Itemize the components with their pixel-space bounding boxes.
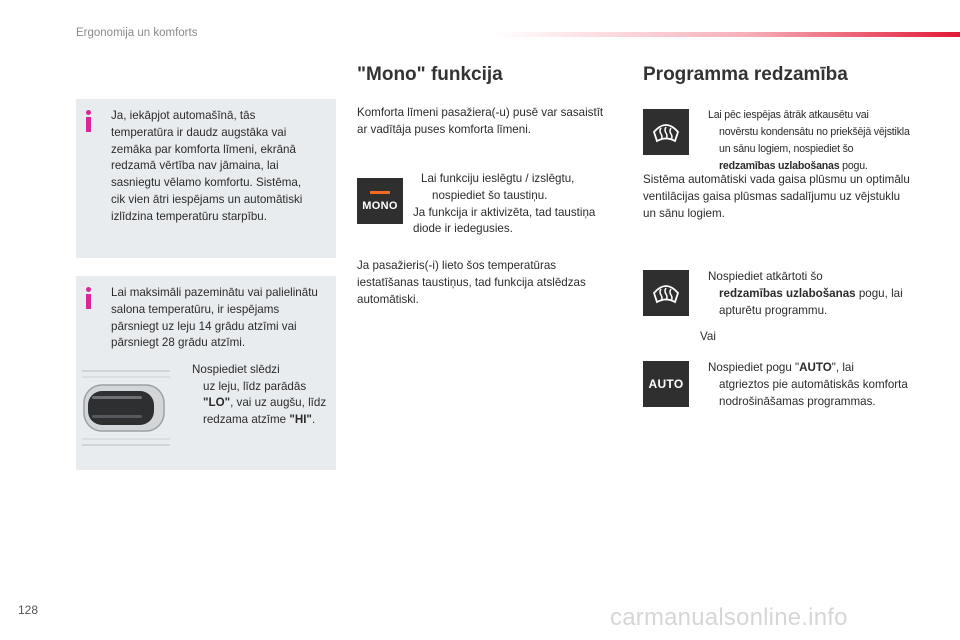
- mono-indicator-led: [370, 191, 390, 194]
- info-text: Ja, iekāpjot automašīnā, tās temperatūra ir daudz augstāka vai zemāka par komforta līmeni, ekrānā redzamā vērtība nav jāmaina, lai sasniegtu vēlamo komfortu. Sistēma, cik vien ātri iespējams un automātiski izlīdzina temperatūru starpību.: [111, 109, 303, 223]
- mono-intro: Komforta līmeni pasažiera(-u) pusē var sasaistīt ar vadītāja puses komforta līmeni.: [357, 106, 604, 136]
- windscreen-defrost-icon: [651, 280, 681, 306]
- bullet-switch-instruction: Nospiediet slēdzi uz leju, līdz parādās "LO", vai uz augšu, līdz redzama atzīme "HI".: [192, 363, 327, 426]
- page-number: 128: [18, 603, 39, 617]
- program-or-text: Vai: [700, 330, 716, 343]
- mono-bullet: Lai funkciju ieslēgtu / izslēgtu, nospiediet šo taustiņu. Ja funkcija ir aktivizēta, tad taustiņa diode ir iedegusies.: [413, 172, 596, 236]
- info-text: Lai maksimāli pazeminātu vai palielinātu salona temperatūru, ir iespējams pārsniegt uz leju 14 grādu atzīmi vai pārsniegt 28 grādu atzīmi.: [111, 286, 318, 350]
- program-system-text: Sistēma automātiski vada gaisa plūsmu un optimālu ventilācijas gaisa plūsmas sadalījumu uz vējstuklu un sānu logiem.: [643, 173, 910, 220]
- header-title: Ergonomija un komforts: [76, 27, 198, 39]
- mono-outro: Ja pasažieris(-i) lieto šos temperatūras iestatīšanas taustiņus, tad funkcija atslēdzas automātiski.: [357, 259, 586, 306]
- info-icon: [85, 287, 94, 309]
- mono-button-image: [357, 178, 403, 224]
- section-title-program: Programma redzamība: [643, 64, 848, 85]
- defrost-button-image: [643, 270, 689, 316]
- temperature-switch-illustration: [80, 369, 172, 449]
- info-box-temperature: [76, 99, 336, 258]
- program-bullet-1: Lai pēc iespējas ātrāk atkausētu vai novērstu kondensātu no priekšējā vējstikla un sānu logiem, nospiediet šo redzamības uzlabošanas pogu.: [708, 109, 910, 172]
- mono-button-label: MONO: [362, 199, 398, 212]
- watermark: carmanualsonline.info: [610, 604, 848, 631]
- header-accent-bar: [492, 32, 960, 37]
- program-bullet-2: Nospiediet atkārtoti šo redzamības uzlabošanas pogu, lai apturētu programmu.: [708, 270, 903, 317]
- program-bullet-3: Nospiediet pogu "AUTO", lai atgrieztos pie automātiskās komforta nodrošināšamas programmas.: [708, 361, 908, 408]
- defrost-button-image: [643, 109, 689, 155]
- auto-button-label: AUTO: [648, 377, 684, 391]
- info-box-extreme-temperature: [76, 276, 336, 470]
- windscreen-defrost-icon: [651, 119, 681, 145]
- info-icon: [85, 110, 94, 132]
- section-title-mono: "Mono" funkcija: [357, 64, 503, 85]
- auto-button-image: [643, 361, 689, 407]
